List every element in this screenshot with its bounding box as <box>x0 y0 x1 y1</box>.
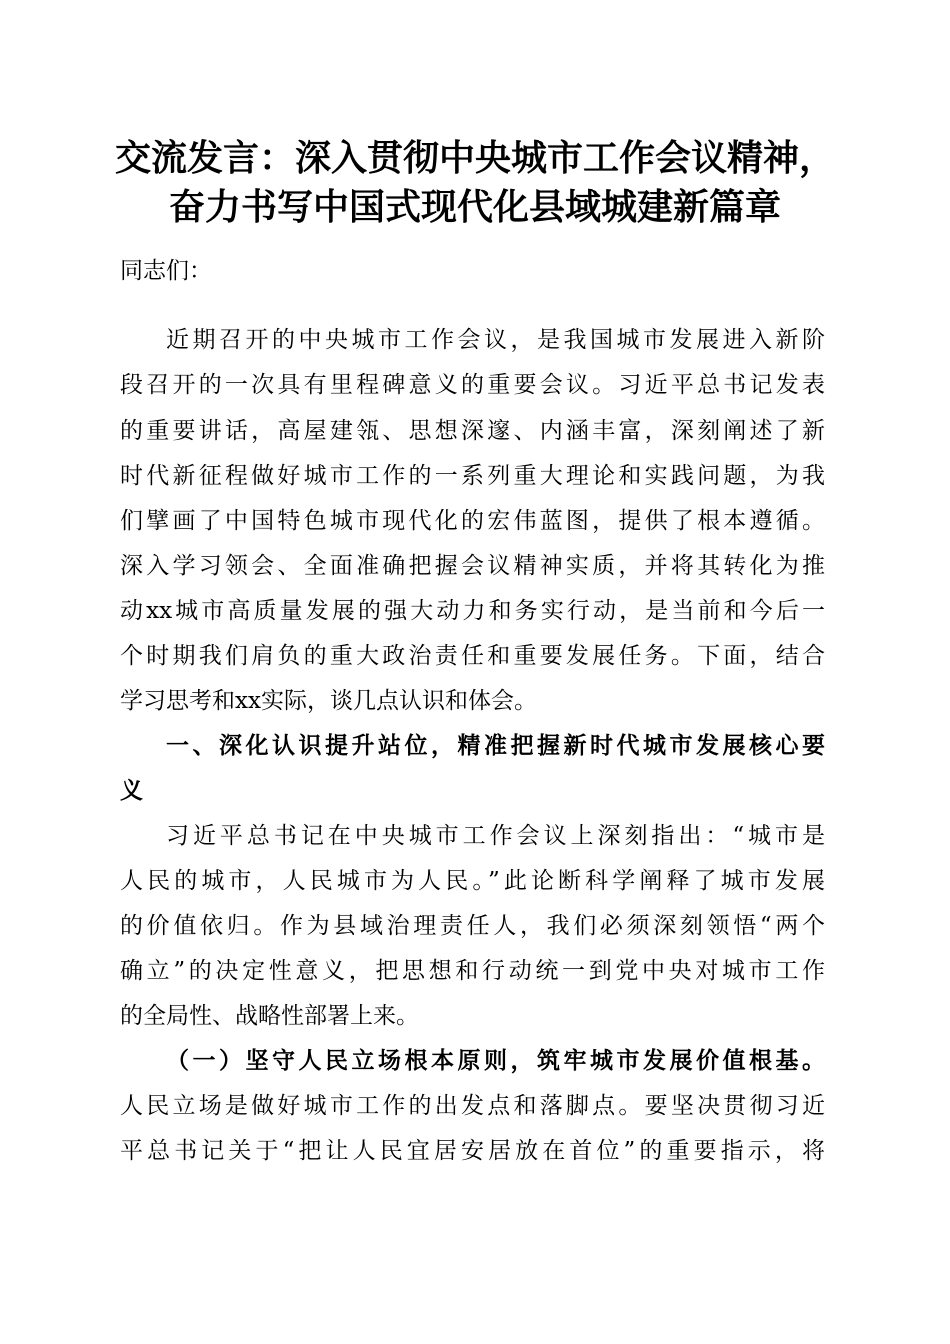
paragraph-line: 的价值依归。作为县域治理责任人，我们必须深刻领悟“两个 <box>120 913 825 939</box>
paragraph-line: 个时期我们肩负的重大政治责任和重要发展任务。下面，结合 <box>120 643 825 669</box>
paragraph-line: 深入学习领会、全面准确把握会议精神实质，并将其转化为推 <box>120 553 825 579</box>
paragraph-line: 的全局性、战略性部署上来。 <box>120 1003 419 1029</box>
title-line-2: 奋力书写中国式现代化县域城建新篇章 <box>168 186 781 228</box>
section-heading: 一、深化认识提升站位，精准把握新时代城市发展核心要 <box>166 732 825 759</box>
paragraph-line: 近期召开的中央城市工作会议，是我国城市发展进入新阶 <box>166 327 825 353</box>
paragraph-line: 时代新征程做好城市工作的一系列重大理论和实践问题，为我 <box>120 463 825 489</box>
paragraph-line: 平总书记关于“把让人民宜居安居放在首位”的重要指示，将 <box>120 1138 825 1164</box>
greeting: 同志们： <box>120 258 212 284</box>
paragraph-line: 人民立场是做好城市工作的出发点和落脚点。要坚决贯彻习近 <box>120 1093 825 1119</box>
title-line-1: 交流发言：深入贯彻中央城市工作会议精神， <box>114 137 835 179</box>
paragraph-line: 习近平总书记在中央城市工作会议上深刻指出：“城市是 <box>166 823 825 849</box>
section-heading: 义 <box>120 777 143 804</box>
paragraph-line: 们擘画了中国特色城市现代化的宏伟蓝图，提供了根本遵循。 <box>120 508 825 534</box>
paragraph-line: 的重要讲话，高屋建瓴、思想深邃、内涵丰富，深刻阐述了新 <box>120 418 825 444</box>
paragraph-line: 确立”的决定性意义，把思想和行动统一到党中央对城市工作 <box>120 958 825 984</box>
paragraph-line: 学习思考和xx实际，谈几点认识和体会。 <box>120 688 537 714</box>
paragraph-line: 段召开的一次具有里程碑意义的重要会议。习近平总书记发表 <box>120 372 825 398</box>
paragraph-line: 动xx城市高质量发展的强大动力和务实行动，是当前和今后一 <box>120 598 825 624</box>
subsection-heading: （一）坚守人民立场根本原则，筑牢城市发展价值根基。 <box>166 1047 825 1074</box>
paragraph-line: 人民的城市，人民城市为人民。”此论断科学阐释了城市发展 <box>120 868 825 894</box>
